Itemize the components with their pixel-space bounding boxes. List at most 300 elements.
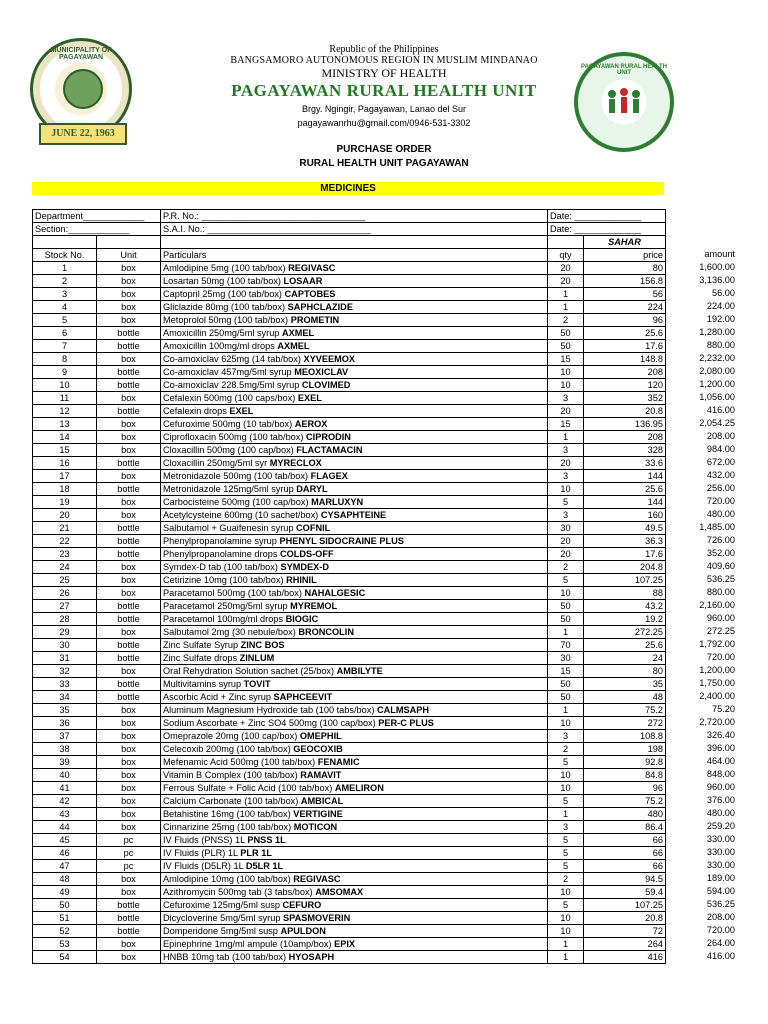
price: 43.2 bbox=[584, 600, 666, 613]
price: 84.8 bbox=[584, 769, 666, 782]
amount: 2,160.00 bbox=[699, 600, 735, 610]
item-brand: SYMDEX-D bbox=[280, 562, 329, 572]
unit: box bbox=[97, 418, 161, 431]
item-brand: EPIX bbox=[334, 939, 356, 949]
qty: 20 bbox=[548, 548, 584, 561]
item-brand: HYOSAPH bbox=[288, 952, 335, 962]
qty: 2 bbox=[548, 314, 584, 327]
item-description: Metronidazole 125mg/5ml syrup bbox=[163, 484, 297, 494]
item-row bbox=[33, 756, 666, 769]
seal-ribbon-date: JUNE 22, 1963 bbox=[39, 123, 127, 145]
item-description: Oral Rehydration Solution sachet (25/box) bbox=[163, 666, 337, 676]
item-row bbox=[33, 301, 666, 314]
particulars bbox=[161, 340, 548, 353]
price: 59.4 bbox=[584, 886, 666, 899]
document-title bbox=[0, 143, 768, 171]
price: 107.25 bbox=[584, 899, 666, 912]
item-description: Cefalexin drops bbox=[163, 406, 230, 416]
unit: bottle bbox=[97, 483, 161, 496]
item-row bbox=[33, 509, 666, 522]
particulars bbox=[161, 444, 548, 457]
price: 208 bbox=[584, 431, 666, 444]
amount: 396.00 bbox=[706, 743, 735, 753]
stock-no: 54 bbox=[33, 951, 97, 964]
amount: 256.00 bbox=[706, 483, 735, 493]
unit: box bbox=[97, 431, 161, 444]
stock-no: 3 bbox=[33, 288, 97, 301]
qty: 1 bbox=[548, 704, 584, 717]
particulars bbox=[161, 899, 548, 912]
col-header-particulars: Particulars bbox=[161, 249, 548, 262]
item-row bbox=[33, 444, 666, 457]
item-description: Paracetamol 500mg (100 tab/box) bbox=[163, 588, 305, 598]
item-brand: EXEL bbox=[229, 406, 254, 416]
particulars bbox=[161, 535, 548, 548]
unit: bottle bbox=[97, 366, 161, 379]
amount-column bbox=[665, 248, 735, 963]
price: 352 bbox=[584, 392, 666, 405]
price: 66 bbox=[584, 834, 666, 847]
item-brand: D5LR 1L bbox=[245, 861, 284, 871]
amount: 536.25 bbox=[706, 899, 735, 909]
qty: 50 bbox=[548, 613, 584, 626]
department-blank: ____________ bbox=[83, 211, 145, 221]
item-brand: TOVIT bbox=[243, 679, 271, 689]
particulars bbox=[161, 353, 548, 366]
item-brand: PNSS 1L bbox=[247, 835, 286, 845]
contact-line: pagayawanrhu@gmail.com/0946-531-3302 bbox=[297, 118, 471, 128]
item-brand: SAPHCLAZIDE bbox=[287, 302, 353, 312]
form-row-section bbox=[33, 223, 666, 236]
item-brand: CYSAPHTEINE bbox=[320, 510, 387, 520]
item-description: IV Fluids (PLR) 1L bbox=[163, 848, 241, 858]
stock-no: 10 bbox=[33, 379, 97, 392]
stock-no: 29 bbox=[33, 626, 97, 639]
stock-no: 14 bbox=[33, 431, 97, 444]
section-blank: ____________ bbox=[68, 224, 130, 234]
price: 80 bbox=[584, 665, 666, 678]
qty: 2 bbox=[548, 743, 584, 756]
item-row bbox=[33, 704, 666, 717]
qty: 1 bbox=[548, 808, 584, 821]
price: 25.6 bbox=[584, 639, 666, 652]
item-brand: GEOCOXIB bbox=[293, 744, 343, 754]
item-description: Epinephrine 1mg/ml ampule (10amp/box) bbox=[163, 939, 335, 949]
price: 75.2 bbox=[584, 795, 666, 808]
date-blank: _____________ bbox=[574, 211, 641, 221]
pr-blank: ________________________________ bbox=[201, 211, 366, 221]
item-brand: MEOXICLAV bbox=[294, 367, 349, 377]
unit: bottle bbox=[97, 340, 161, 353]
price: 416 bbox=[584, 951, 666, 964]
qty: 5 bbox=[548, 899, 584, 912]
price: 49.5 bbox=[584, 522, 666, 535]
amount: 192.00 bbox=[706, 314, 735, 324]
qty: 5 bbox=[548, 847, 584, 860]
item-brand: COLDS-OFF bbox=[279, 549, 334, 559]
sai-blank: ________________________________ bbox=[207, 224, 371, 234]
unit: box bbox=[97, 262, 161, 275]
stock-no: 50 bbox=[33, 899, 97, 912]
price: 66 bbox=[584, 860, 666, 873]
qty: 50 bbox=[548, 691, 584, 704]
particulars bbox=[161, 392, 548, 405]
item-description: Amlodipine 10mg (100 tab/box) bbox=[163, 874, 294, 884]
qty: 15 bbox=[548, 353, 584, 366]
amount: 208.00 bbox=[706, 912, 735, 922]
particulars bbox=[161, 431, 548, 444]
unit: box bbox=[97, 444, 161, 457]
amount: 264.00 bbox=[706, 938, 735, 948]
qty: 10 bbox=[548, 886, 584, 899]
item-description: Symdex-D tab (100 tab/box) bbox=[163, 562, 281, 572]
amount: 1,600.00 bbox=[699, 262, 735, 272]
item-row bbox=[33, 496, 666, 509]
price: 120 bbox=[584, 379, 666, 392]
particulars bbox=[161, 756, 548, 769]
item-description: Aluminum Magnesium Hydroxide tab (100 tabs/box) bbox=[163, 705, 377, 715]
item-description: Ciprofloxacin 500mg (100 tab/box) bbox=[163, 432, 306, 442]
item-description: Calcium Carbonate (100 tab/box) bbox=[163, 796, 301, 806]
particulars bbox=[161, 678, 548, 691]
item-description: Azithromycin 500mg tab (3 tabs/box) bbox=[163, 887, 316, 897]
stock-no: 12 bbox=[33, 405, 97, 418]
seal-ring-text: MUNICIPALITY OF PAGAYAWAN bbox=[50, 47, 112, 61]
particulars bbox=[161, 509, 548, 522]
unit: box bbox=[97, 561, 161, 574]
particulars bbox=[161, 691, 548, 704]
particulars bbox=[161, 925, 548, 938]
date2-label: Date: bbox=[550, 224, 572, 234]
qty: 15 bbox=[548, 418, 584, 431]
item-row bbox=[33, 392, 666, 405]
unit: bottle bbox=[97, 925, 161, 938]
qty: 10 bbox=[548, 366, 584, 379]
item-brand: RAMAVIT bbox=[300, 770, 342, 780]
price: 160 bbox=[584, 509, 666, 522]
item-brand: MYRECLOX bbox=[269, 458, 322, 468]
item-brand: FLAGEX bbox=[310, 471, 348, 481]
item-row bbox=[33, 795, 666, 808]
stock-no: 34 bbox=[33, 691, 97, 704]
item-description: Captopril 25mg (100 tab/box) bbox=[163, 289, 285, 299]
item-row bbox=[33, 288, 666, 301]
unit: bottle bbox=[97, 535, 161, 548]
qty: 5 bbox=[548, 834, 584, 847]
amount: 259.20 bbox=[706, 821, 735, 831]
qty: 1 bbox=[548, 288, 584, 301]
qty: 50 bbox=[548, 678, 584, 691]
price: 264 bbox=[584, 938, 666, 951]
item-brand: MOTICON bbox=[293, 822, 338, 832]
unit: box bbox=[97, 392, 161, 405]
unit: bottle bbox=[97, 652, 161, 665]
item-row bbox=[33, 600, 666, 613]
price: 80 bbox=[584, 262, 666, 275]
unit: pc bbox=[97, 847, 161, 860]
qty: 5 bbox=[548, 756, 584, 769]
particulars bbox=[161, 288, 548, 301]
amount: 720.00 bbox=[706, 496, 735, 506]
price: 96 bbox=[584, 314, 666, 327]
stock-no: 43 bbox=[33, 808, 97, 821]
department-cell[interactable] bbox=[33, 210, 161, 223]
item-description: HNBB 10mg tab (100 tab/box) bbox=[163, 952, 289, 962]
unit: box bbox=[97, 275, 161, 288]
unit: box bbox=[97, 301, 161, 314]
price: 25.6 bbox=[584, 327, 666, 340]
qty: 50 bbox=[548, 600, 584, 613]
amount: 2,232.00 bbox=[699, 353, 735, 363]
item-brand: REGIVASC bbox=[293, 874, 341, 884]
date2-cell[interactable] bbox=[548, 223, 666, 236]
qty: 3 bbox=[548, 444, 584, 457]
stock-no: 4 bbox=[33, 301, 97, 314]
particulars bbox=[161, 574, 548, 587]
item-description: Salbutamol + Guaifenesin syrup bbox=[163, 523, 297, 533]
price: 108.8 bbox=[584, 730, 666, 743]
price: 107.25 bbox=[584, 574, 666, 587]
item-brand: VERTIGINE bbox=[293, 809, 343, 819]
item-description: Ferrous Sulfate + Folic Acid (100 tab/box) bbox=[163, 783, 335, 793]
item-row bbox=[33, 522, 666, 535]
stock-no: 16 bbox=[33, 457, 97, 470]
item-description: Dicycloverine 5mg/5ml syrup bbox=[163, 913, 283, 923]
item-description: Metronidazole 500mg (100 tab/box) bbox=[163, 471, 311, 481]
item-row bbox=[33, 418, 666, 431]
item-description: Carbocisteine 500mg (100 cap/box) bbox=[163, 497, 312, 507]
amount: 2,720.00 bbox=[699, 717, 735, 727]
stock-no: 27 bbox=[33, 600, 97, 613]
qty: 1 bbox=[548, 626, 584, 639]
particulars bbox=[161, 652, 548, 665]
item-row bbox=[33, 379, 666, 392]
particulars bbox=[161, 470, 548, 483]
col-header-qty: qty bbox=[548, 249, 584, 262]
particulars bbox=[161, 743, 548, 756]
item-description: Phenylpropanolamine drops bbox=[163, 549, 280, 559]
amount: 480.00 bbox=[706, 808, 735, 818]
sai-cell[interactable] bbox=[161, 223, 548, 236]
item-description: Celecoxib 200mg (100 tab/box) bbox=[163, 744, 294, 754]
stock-no: 42 bbox=[33, 795, 97, 808]
price: 88 bbox=[584, 587, 666, 600]
unit-name: PAGAYAWAN RURAL HEALTH UNIT bbox=[231, 81, 537, 100]
item-description: Co-amoxiclav 457mg/5ml syrup bbox=[163, 367, 295, 377]
particulars bbox=[161, 405, 548, 418]
item-brand: AMSOMAX bbox=[315, 887, 364, 897]
qty: 50 bbox=[548, 340, 584, 353]
amount: 56.00 bbox=[712, 288, 735, 298]
particulars bbox=[161, 847, 548, 860]
item-brand: PER-C PLUS bbox=[378, 718, 434, 728]
particulars bbox=[161, 522, 548, 535]
item-row bbox=[33, 652, 666, 665]
amount: 376.00 bbox=[706, 795, 735, 805]
particulars bbox=[161, 821, 548, 834]
qty: 10 bbox=[548, 782, 584, 795]
item-description: Phenylpropanolamine syrup bbox=[163, 536, 280, 546]
item-row bbox=[33, 639, 666, 652]
amount: 594.00 bbox=[706, 886, 735, 896]
unit: box bbox=[97, 717, 161, 730]
title-line-1: PURCHASE ORDER bbox=[336, 144, 432, 155]
price: 17.6 bbox=[584, 548, 666, 561]
item-brand: MARLUXYN bbox=[311, 497, 364, 507]
item-brand: SAPHCEEVIT bbox=[273, 692, 333, 702]
item-description: Cefuroxime 500mg (10 tab/box) bbox=[163, 419, 295, 429]
qty: 2 bbox=[548, 561, 584, 574]
col-header-amount: amount bbox=[704, 249, 735, 259]
item-brand: ZINC BOS bbox=[240, 640, 285, 650]
title-line-2: RURAL HEALTH UNIT PAGAYAWAN bbox=[299, 158, 469, 169]
item-description: Gliclazide 80mg (100 tab/box) bbox=[163, 302, 288, 312]
qty: 5 bbox=[548, 860, 584, 873]
item-description: Zinc Sulfate Syrup bbox=[163, 640, 241, 650]
pr-cell[interactable] bbox=[161, 210, 548, 223]
qty: 10 bbox=[548, 925, 584, 938]
unit: bottle bbox=[97, 912, 161, 925]
qty: 3 bbox=[548, 392, 584, 405]
item-row bbox=[33, 847, 666, 860]
price: 148.8 bbox=[584, 353, 666, 366]
unit: box bbox=[97, 951, 161, 964]
stock-no: 22 bbox=[33, 535, 97, 548]
form-row-department bbox=[33, 210, 666, 223]
region-line: BANGSAMORO AUTONOMOUS REGION IN MUSLIM MINDANAO bbox=[230, 55, 538, 66]
item-description: Multivitamins syrup bbox=[163, 679, 244, 689]
unit: box bbox=[97, 886, 161, 899]
particulars bbox=[161, 704, 548, 717]
item-row bbox=[33, 457, 666, 470]
stock-no: 37 bbox=[33, 730, 97, 743]
price: 96 bbox=[584, 782, 666, 795]
item-description: Betahistine 16mg (100 tab/box) bbox=[163, 809, 294, 819]
item-brand: APULDON bbox=[280, 926, 326, 936]
stock-no: 51 bbox=[33, 912, 97, 925]
particulars bbox=[161, 327, 548, 340]
amount: 880.00 bbox=[706, 587, 735, 597]
stock-no: 39 bbox=[33, 756, 97, 769]
stock-no: 20 bbox=[33, 509, 97, 522]
item-row bbox=[33, 275, 666, 288]
item-row bbox=[33, 873, 666, 886]
item-row bbox=[33, 938, 666, 951]
item-row bbox=[33, 860, 666, 873]
item-brand: PHENYL SIDOCRAINE PLUS bbox=[279, 536, 404, 546]
particulars bbox=[161, 938, 548, 951]
price: 204.8 bbox=[584, 561, 666, 574]
item-brand: CAPTOBES bbox=[284, 289, 336, 299]
section-cell[interactable] bbox=[33, 223, 161, 236]
item-row bbox=[33, 483, 666, 496]
item-row bbox=[33, 561, 666, 574]
item-description: Sodium Ascorbate + Zinc SO4 500mg (100 cap/box) bbox=[163, 718, 379, 728]
ministry-line: MINISTRY OF HEALTH bbox=[321, 66, 447, 80]
qty: 1 bbox=[548, 951, 584, 964]
price: 56 bbox=[584, 288, 666, 301]
amount: 330.00 bbox=[706, 847, 735, 857]
item-brand: XYVEEMOX bbox=[303, 354, 356, 364]
stock-no: 30 bbox=[33, 639, 97, 652]
price: 328 bbox=[584, 444, 666, 457]
amount: 848.00 bbox=[706, 769, 735, 779]
price: 94.5 bbox=[584, 873, 666, 886]
stock-no: 26 bbox=[33, 587, 97, 600]
unit: bottle bbox=[97, 639, 161, 652]
price: 272.25 bbox=[584, 626, 666, 639]
qty: 30 bbox=[548, 652, 584, 665]
item-row bbox=[33, 574, 666, 587]
item-description: Amoxicillin 100mg/ml drops bbox=[163, 341, 278, 351]
qty: 10 bbox=[548, 379, 584, 392]
item-brand: AXMEL bbox=[277, 341, 310, 351]
date-cell[interactable] bbox=[548, 210, 666, 223]
particulars bbox=[161, 496, 548, 509]
qty: 10 bbox=[548, 587, 584, 600]
stock-no: 5 bbox=[33, 314, 97, 327]
item-brand: DARYL bbox=[296, 484, 328, 494]
amount: 1,280.00 bbox=[699, 327, 735, 337]
price: 86.4 bbox=[584, 821, 666, 834]
price: 25.6 bbox=[584, 483, 666, 496]
item-description: Mefenamic Acid 500mg (100 tab/box) bbox=[163, 757, 318, 767]
item-description: Omeprazole 20mg (100 cap/box) bbox=[163, 731, 300, 741]
item-brand: BRONCOLIN bbox=[298, 627, 354, 637]
item-row bbox=[33, 717, 666, 730]
unit: box bbox=[97, 509, 161, 522]
item-row bbox=[33, 691, 666, 704]
particulars bbox=[161, 587, 548, 600]
item-description: Co-amoxiclav 625mg (14 tab/box) bbox=[163, 354, 304, 364]
particulars bbox=[161, 275, 548, 288]
item-brand: AMBICAL bbox=[300, 796, 344, 806]
column-header-row bbox=[33, 249, 666, 262]
item-description: Acetylcysteine 600mg (10 sachet/box) bbox=[163, 510, 321, 520]
item-description: Vitamin B Complex (100 tab/box) bbox=[163, 770, 301, 780]
amount: 1,485.00 bbox=[699, 522, 735, 532]
stock-no: 9 bbox=[33, 366, 97, 379]
stock-no: 25 bbox=[33, 574, 97, 587]
particulars bbox=[161, 730, 548, 743]
particulars bbox=[161, 717, 548, 730]
qty: 5 bbox=[548, 496, 584, 509]
amount: 1,200.00 bbox=[699, 379, 735, 389]
item-description: Losartan 50mg (100 tab/box) bbox=[163, 276, 284, 286]
particulars bbox=[161, 548, 548, 561]
item-row bbox=[33, 769, 666, 782]
unit: bottle bbox=[97, 691, 161, 704]
item-description: Salbutamol 2mg (30 nebule/box) bbox=[163, 627, 299, 637]
unit: box bbox=[97, 730, 161, 743]
empty-cell bbox=[33, 236, 97, 249]
particulars bbox=[161, 366, 548, 379]
amount: 330.00 bbox=[706, 860, 735, 870]
amount: 536.25 bbox=[706, 574, 735, 584]
item-brand: SPASMOVERIN bbox=[283, 913, 351, 923]
unit: pc bbox=[97, 860, 161, 873]
amount: 208.00 bbox=[706, 431, 735, 441]
amount: 2,080.00 bbox=[699, 366, 735, 376]
amount: 672.00 bbox=[706, 457, 735, 467]
item-brand: AXMEL bbox=[281, 328, 315, 338]
letterhead bbox=[0, 44, 768, 128]
unit: box bbox=[97, 314, 161, 327]
item-description: IV Fluids (PNSS) 1L bbox=[163, 835, 248, 845]
item-row bbox=[33, 314, 666, 327]
amount: 3,136.00 bbox=[699, 275, 735, 285]
stock-no: 52 bbox=[33, 925, 97, 938]
